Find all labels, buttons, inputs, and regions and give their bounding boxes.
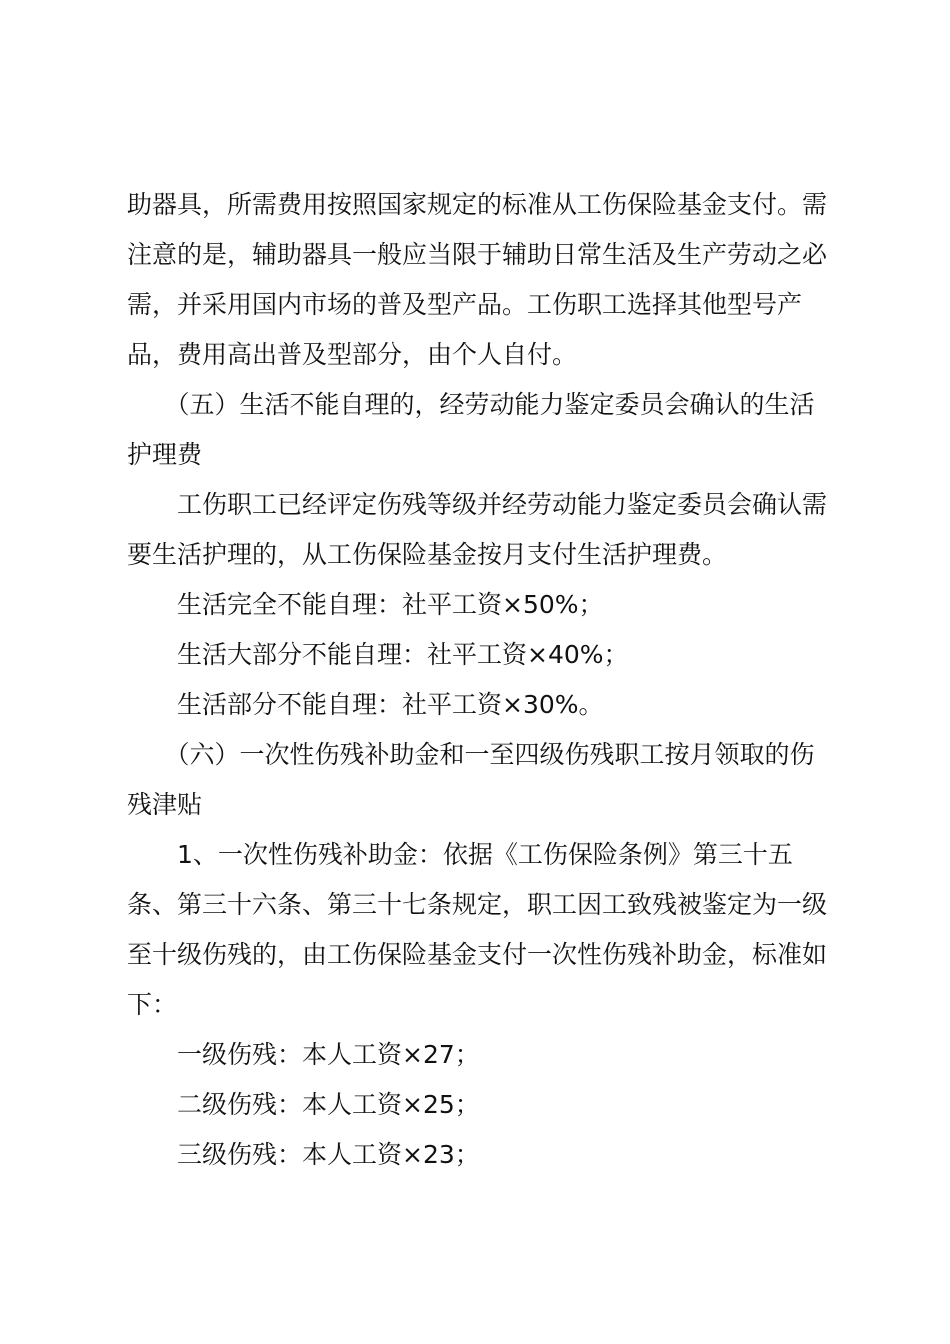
paragraph-one-time-subsidy: 1、一次性伤残补助金：依据《工伤保险条例》第三十五条、第三十六条、第三十七条规定，职工因工致残被鉴定为一级至十级伤残的，由工伤保险基金支付一次性伤残补助金，标准如下：: [127, 840, 828, 1019]
list-item-grade-one: 一级伤残：本人工资×27；: [127, 1040, 480, 1069]
list-item-grade-two: 二级伤残：本人工资×25；: [127, 1090, 480, 1119]
list-item-grade-three: 三级伤残：本人工资×23；: [127, 1140, 480, 1169]
list-item-nursing-partial: 生活部分不能自理：社平工资×30%。: [127, 690, 604, 719]
paragraph-nursing-fee: 工伤职工已经评定伤残等级并经劳动能力鉴定委员会确认需要生活护理的，从工伤保险基金按月支付生活护理费。: [127, 490, 828, 569]
list-item-nursing-major: 生活大部分不能自理：社平工资×40%；: [127, 640, 629, 669]
heading-disability-subsidy: （六）一次性伤残补助金和一至四级伤残职工按月领取的伤残津贴: [127, 740, 815, 819]
list-item-nursing-full: 生活完全不能自理：社平工资×50%；: [127, 590, 604, 619]
heading-nursing-fee: （五）生活不能自理的，经劳动能力鉴定委员会确认的生活护理费: [127, 390, 815, 469]
document-body: [127, 180, 835, 1180]
paragraph-assistive-devices: 助器具，所需费用按照国家规定的标准从工伤保险基金支付。需注意的是，辅助器具一般应当限于辅助日常生活及生产劳动之必需，并采用国内市场的普及型产品。工伤职工选择其他型号产品，费用高出普及型部分，由个人自付。: [127, 190, 828, 369]
